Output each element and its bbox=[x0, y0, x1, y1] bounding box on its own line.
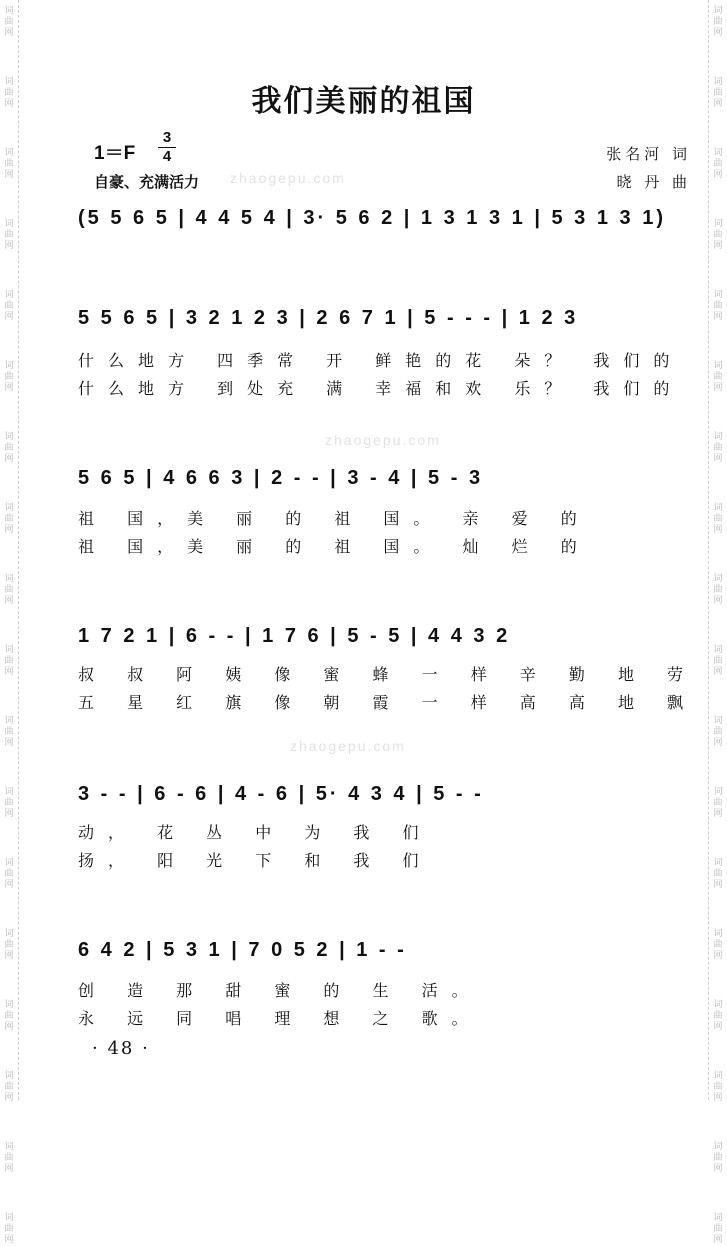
side-mark: 词 曲 网 bbox=[713, 1142, 723, 1174]
page-number: · 48 · bbox=[92, 1038, 150, 1059]
watermark: zhaogepu.com bbox=[325, 432, 441, 448]
lyric-verse-1: 什么地方 四季常 开 鲜艳的花 朵？ 我们的 bbox=[78, 351, 684, 370]
side-mark: 词 曲 网 bbox=[713, 787, 723, 819]
lyric-verse-2: 永 远 同 唱 理 想 之 歌。 bbox=[78, 1009, 482, 1028]
score-row-5 bbox=[78, 932, 688, 968]
notation-line: 5 5 6 5 | 3 2 1 2 3 | 2 6 7 1 | 5 - - - | 1 2 3 bbox=[78, 306, 579, 329]
score-row-4 bbox=[78, 776, 688, 812]
notation-line: (5 5 6 5 | 4 4 5 4 | 3· 5 6 2 | 1 3 1 3 1 | 5 3 1 3 1) bbox=[78, 206, 666, 229]
notation-line: 6 4 2 | 5 3 1 | 7 0 5 2 | 1 - - bbox=[78, 938, 407, 961]
side-mark: 词 曲 网 bbox=[4, 1071, 14, 1103]
side-mark: 词 曲 网 bbox=[713, 148, 723, 180]
side-mark: 词 曲 网 bbox=[4, 1213, 14, 1245]
side-mark: 词 曲 网 bbox=[713, 574, 723, 606]
side-mark: 词 曲 网 bbox=[713, 503, 723, 535]
watermark: zhaogepu.com bbox=[230, 170, 346, 186]
lyric-verse-1: 叔 叔 阿 姨 像 蜜 蜂 一 样 辛 勤 地 劳 bbox=[78, 665, 698, 684]
notation-line: 5 6 5 | 4 6 6 3 | 2 - - | 3 - 4 | 5 - 3 bbox=[78, 466, 484, 489]
song-title: 我们美丽的祖国 bbox=[251, 84, 476, 119]
side-mark: 词 曲 网 bbox=[4, 1142, 14, 1174]
side-mark: 词 曲 网 bbox=[713, 716, 723, 748]
side-mark: 词 曲 网 bbox=[4, 6, 14, 38]
side-mark: 词 曲 网 bbox=[713, 77, 723, 109]
score-row-2 bbox=[78, 460, 688, 496]
side-mark: 词 曲 网 bbox=[713, 929, 723, 961]
side-mark: 词 曲 网 bbox=[713, 1000, 723, 1032]
lyric-verse-1: 祖 国，美 丽 的 祖 国。 亲 爱 的 bbox=[78, 509, 591, 528]
side-mark: 词 曲 网 bbox=[713, 1071, 723, 1103]
side-mark: 词 曲 网 bbox=[4, 716, 14, 748]
side-mark: 词 曲 网 bbox=[713, 219, 723, 251]
side-mark: 词 曲 网 bbox=[4, 361, 14, 393]
time-signature-top: 3 bbox=[162, 129, 172, 146]
side-mark: 词 曲 网 bbox=[4, 148, 14, 180]
side-mark: 词 曲 网 bbox=[4, 858, 14, 890]
side-mark: 词 曲 网 bbox=[4, 432, 14, 464]
side-mark: 词 曲 网 bbox=[713, 1213, 723, 1245]
side-mark: 词 曲 网 bbox=[4, 290, 14, 322]
tempo-marking: 自豪、充满活力 bbox=[94, 173, 200, 191]
key-signature: 1＝F bbox=[94, 143, 136, 164]
right-margin-strip bbox=[708, 0, 727, 1245]
side-mark: 词 曲 网 bbox=[4, 787, 14, 819]
side-mark: 词 曲 网 bbox=[713, 645, 723, 677]
side-mark: 词 曲 网 bbox=[713, 6, 723, 38]
side-mark: 词 曲 网 bbox=[713, 432, 723, 464]
lyric-verse-1: 动， 花 丛 中 为 我 们 bbox=[78, 823, 433, 842]
lyric-verse-2: 祖 国，美 丽 的 祖 国。 灿 烂 的 bbox=[78, 537, 591, 556]
side-mark: 词 曲 网 bbox=[4, 645, 14, 677]
side-mark: 词 曲 网 bbox=[4, 929, 14, 961]
notation-line: 3 - - | 6 - 6 | 4 - 6 | 5· 4 3 4 | 5 - - bbox=[78, 782, 484, 805]
side-mark: 词 曲 网 bbox=[713, 858, 723, 890]
lyric-verse-2: 五 星 红 旗 像 朝 霞 一 样 高 高 地 飘 bbox=[78, 693, 698, 712]
side-mark: 词 曲 网 bbox=[4, 1000, 14, 1032]
notation-line: 1 7 2 1 | 6 - - | 1 7 6 | 5 - 5 | 4 4 3 2 bbox=[78, 624, 511, 647]
side-mark: 词 曲 网 bbox=[713, 361, 723, 393]
score-row-1 bbox=[78, 300, 688, 336]
lyric-verse-2: 什么地方 到处充 满 幸福和欢 乐？ 我们的 bbox=[78, 379, 684, 398]
side-mark: 词 曲 网 bbox=[4, 574, 14, 606]
side-mark: 词 曲 网 bbox=[4, 503, 14, 535]
composer-credit: 晓 丹 曲 bbox=[616, 173, 691, 191]
side-mark: 词 曲 网 bbox=[4, 219, 14, 251]
left-margin-strip bbox=[0, 0, 19, 1245]
time-signature-bottom: 4 bbox=[162, 148, 172, 165]
score-row-3 bbox=[78, 618, 688, 654]
side-mark: 词 曲 网 bbox=[713, 290, 723, 322]
side-mark: 词 曲 网 bbox=[4, 77, 14, 109]
watermark: zhaogepu.com bbox=[290, 738, 406, 754]
score-row-intro bbox=[78, 200, 688, 236]
lyricist-credit: 张名河 词 bbox=[606, 145, 691, 163]
lyric-verse-2: 扬， 阳 光 下 和 我 们 bbox=[78, 851, 433, 870]
lyric-verse-1: 创 造 那 甜 蜜 的 生 活。 bbox=[78, 981, 482, 1000]
time-signature bbox=[158, 130, 176, 165]
